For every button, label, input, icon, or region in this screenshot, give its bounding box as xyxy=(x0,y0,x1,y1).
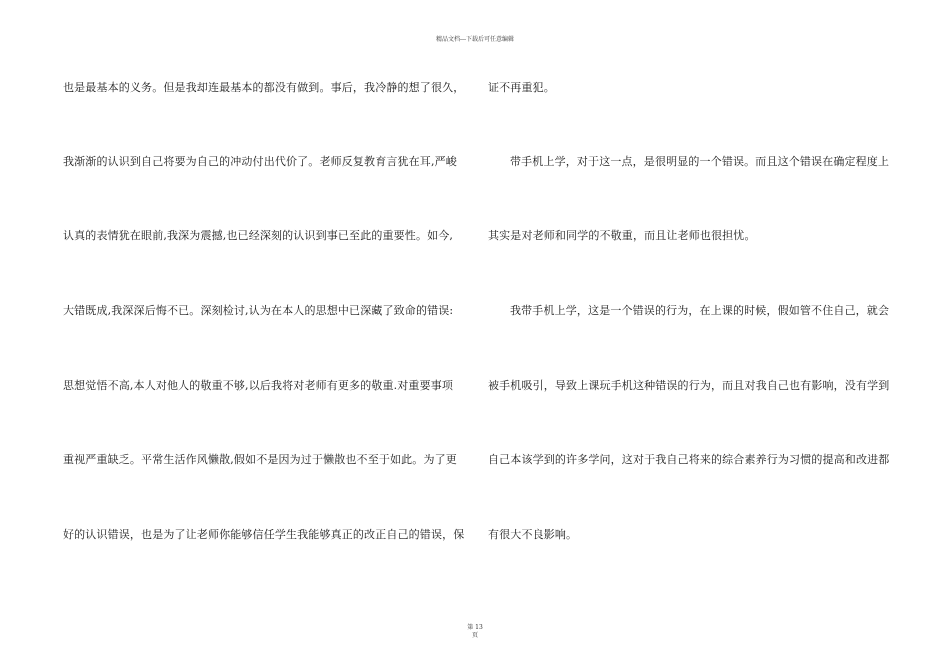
body-text-line: 也是最基本的义务。但是我却连最基本的都没有做到。事后，我冷静的想了很久， xyxy=(63,81,465,94)
body-text-line: 其实是对老师和同学的不敬重，而且让老师也很担忧。 xyxy=(488,229,756,242)
paragraph-first-line: 带手机上学，对于这一点，是很明显的一个错误。而且这个错误在确定程度上 xyxy=(510,155,890,168)
page-number-suffix: 页 xyxy=(471,632,478,639)
body-text-line: 有很大不良影响。 xyxy=(488,528,578,541)
body-text-line: 自己本该学到的许多学问，这对于我自己将来的综合素养行为习惯的提高和改进都 xyxy=(488,453,890,466)
body-text-line: 好的认识错误，也是为了让老师你能够信任学生我能够真正的改正自己的错误，保 xyxy=(63,528,465,541)
paragraph-first-line: 我带手机上学，这是一个错误的行为，在上课的时候，假如管不住自己，就会 xyxy=(510,304,890,317)
page-header: 精品文档---下载后可任意编辑 xyxy=(435,36,515,43)
body-text-line: 认真的表情犹在眼前,我深为震撼,也已经深刻的认识到事已至此的重要性。如今, xyxy=(63,229,454,242)
body-text-line: 思想觉悟不高,本人对他人的敬重不够,以后我将对老师有更多的敬重.对重要事项 xyxy=(63,379,454,392)
body-text-line: 重视严重缺乏。平常生活作风懒散,假如不是因为过于懒散也不至于如此。为了更 xyxy=(63,453,457,466)
body-text-line: 被手机吸引，导致上课玩手机这种错误的行为，而且对我自己也有影响，没有学到 xyxy=(488,379,890,392)
body-text-line: 大错既成,我深深后悔不已。深刻检讨,认为在本人的思想中已深藏了致命的错误: xyxy=(63,304,454,317)
page-number xyxy=(0,624,950,640)
body-text-line: 我渐渐的认识到自己将要为自己的冲动付出代价了。老师反复教育言犹在耳,严峻 xyxy=(63,155,457,168)
page-number-prefix: 第 13 xyxy=(467,624,483,631)
body-text-line: 证不再重犯。 xyxy=(488,81,555,94)
